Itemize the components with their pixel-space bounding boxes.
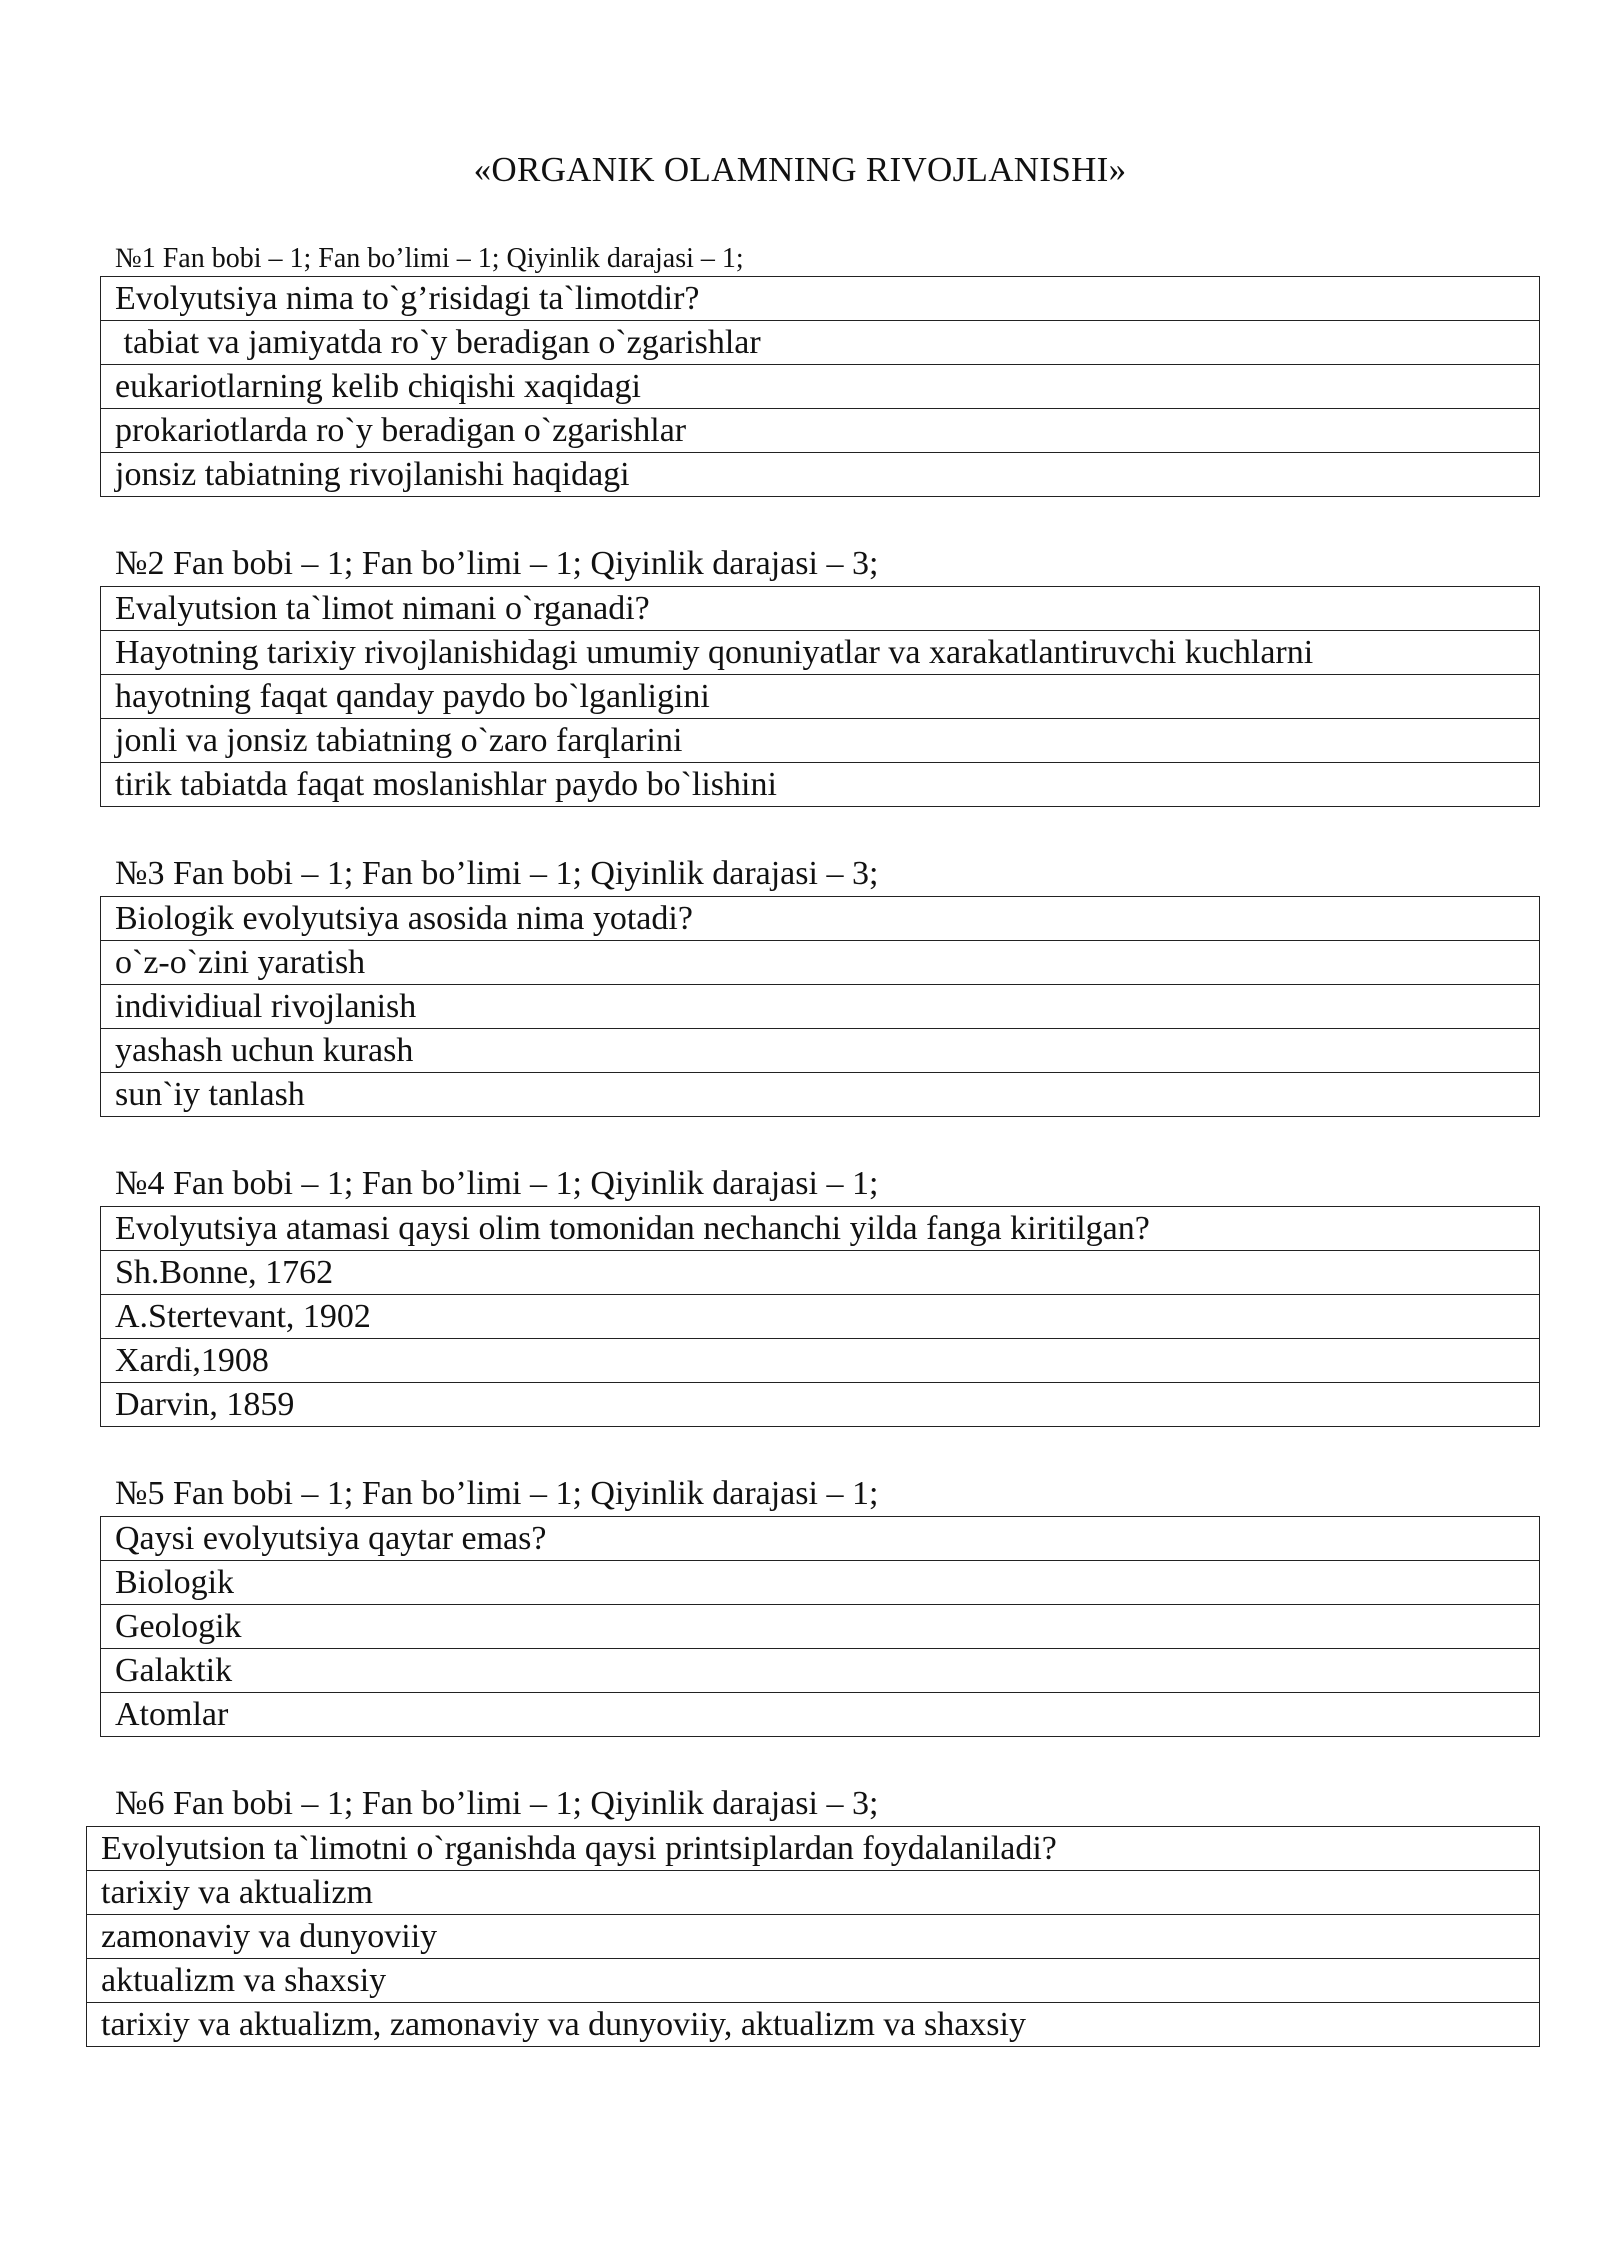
table-row	[101, 321, 1540, 365]
table-row	[101, 985, 1540, 1029]
answer-option: individiual rivojlanish	[101, 985, 1540, 1029]
table-row	[101, 587, 1540, 631]
answer-option: aktualizm va shaxsiy	[87, 1959, 1540, 2003]
table-row	[101, 1693, 1540, 1737]
answer-option: hayotning faqat qanday paydo bo`lganligini	[101, 675, 1540, 719]
table-row	[101, 897, 1540, 941]
question-text: Evolyutsiya atamasi qaysi olim tomonidan nechanchi yilda fanga kiritilgan?	[101, 1207, 1540, 1251]
table-row	[101, 1295, 1540, 1339]
table-row	[101, 1561, 1540, 1605]
question-block-4	[100, 1162, 1540, 1427]
document-title: «ORGANIK OLAMNING RIVOJLANISHI»	[473, 150, 1127, 189]
question-table	[100, 276, 1540, 497]
table-row	[101, 941, 1540, 985]
table-row	[101, 1605, 1540, 1649]
question-table	[100, 1516, 1540, 1737]
answer-option: prokariotlarda ro`y beradigan o`zgarishlar	[101, 409, 1540, 453]
question-table	[100, 896, 1540, 1117]
question-table	[86, 1826, 1540, 2047]
answer-option: jonsiz tabiatning rivojlanishi haqidagi	[101, 453, 1540, 497]
question-heading: №5 Fan bobi – 1; Fan bo’limi – 1; Qiyinlik darajasi – 1;	[115, 1475, 879, 1512]
answer-option: Darvin, 1859	[101, 1383, 1540, 1427]
answer-option: jonli va jonsiz tabiatning o`zaro farqlarini	[101, 719, 1540, 763]
question-heading: №1 Fan bobi – 1; Fan bo’limi – 1; Qiyinlik darajasi – 1;	[115, 243, 744, 274]
question-table	[100, 1206, 1540, 1427]
question-text: Qaysi evolyutsiya qaytar emas?	[101, 1517, 1540, 1561]
question-text: Biologik evolyutsiya asosida nima yotadi?	[101, 897, 1540, 941]
question-heading: №4 Fan bobi – 1; Fan bo’limi – 1; Qiyinlik darajasi – 1;	[115, 1165, 879, 1202]
answer-option: tirik tabiatda faqat moslanishlar paydo bo`lishini	[101, 763, 1540, 807]
table-row	[101, 277, 1540, 321]
answer-option: zamonaviy va dunyoviiy	[87, 1915, 1540, 1959]
table-row	[101, 453, 1540, 497]
answer-option: Biologik	[101, 1561, 1540, 1605]
table-row	[101, 1207, 1540, 1251]
table-row	[101, 675, 1540, 719]
question-heading: №3 Fan bobi – 1; Fan bo’limi – 1; Qiyinlik darajasi – 3;	[115, 855, 879, 892]
table-row	[87, 1871, 1540, 1915]
answer-option: Geologik	[101, 1605, 1540, 1649]
answer-option: Xardi,1908	[101, 1339, 1540, 1383]
answer-option: Sh.Bonne, 1762	[101, 1251, 1540, 1295]
question-text: Evalyutsion ta`limot nimani o`rganadi?	[101, 587, 1540, 631]
table-row	[101, 1517, 1540, 1561]
table-row	[87, 1959, 1540, 2003]
answer-option: tarixiy va aktualizm	[87, 1871, 1540, 1915]
answer-option: Atomlar	[101, 1693, 1540, 1737]
question-heading: №6 Fan bobi – 1; Fan bo’limi – 1; Qiyinlik darajasi – 3;	[115, 1785, 879, 1822]
answer-option: eukariotlarning kelib chiqishi xaqidagi	[101, 365, 1540, 409]
question-block-1	[100, 242, 1540, 497]
question-block-3	[100, 852, 1540, 1117]
table-row	[101, 365, 1540, 409]
answer-option: tarixiy va aktualizm, zamonaviy va dunyoviiy, aktualizm va shaxsiy	[87, 2003, 1540, 2047]
table-row	[101, 409, 1540, 453]
answer-option: Galaktik	[101, 1649, 1540, 1693]
table-row	[101, 1649, 1540, 1693]
table-row	[101, 763, 1540, 807]
answer-option: Hayotning tarixiy rivojlanishidagi umumiy qonuniyatlar va xarakatlantiruvchi kuchlarni	[101, 631, 1540, 675]
table-row	[87, 1915, 1540, 1959]
question-block-5	[100, 1472, 1540, 1737]
question-text: Evolyutsion ta`limotni o`rganishda qaysi printsiplardan foydalaniladi?	[87, 1827, 1540, 1871]
question-block-2	[100, 542, 1540, 807]
table-row	[101, 631, 1540, 675]
answer-option: sun`iy tanlash	[101, 1073, 1540, 1117]
table-row	[101, 1251, 1540, 1295]
answer-option: A.Stertevant, 1902	[101, 1295, 1540, 1339]
table-row	[87, 1827, 1540, 1871]
table-row	[101, 1383, 1540, 1427]
table-row	[101, 1073, 1540, 1117]
answer-option: yashash uchun kurash	[101, 1029, 1540, 1073]
table-row	[87, 2003, 1540, 2047]
answer-option: tabiat va jamiyatda ro`y beradigan o`zgarishlar	[101, 321, 1540, 365]
question-block-6	[86, 1782, 1540, 2047]
question-heading: №2 Fan bobi – 1; Fan bo’limi – 1; Qiyinlik darajasi – 3;	[115, 545, 879, 582]
answer-option: o`z-o`zini yaratish	[101, 941, 1540, 985]
question-table	[100, 586, 1540, 807]
table-row	[101, 1339, 1540, 1383]
table-row	[101, 1029, 1540, 1073]
question-text: Evolyutsiya nima to`g’risidagi ta`limotdir?	[101, 277, 1540, 321]
table-row	[101, 719, 1540, 763]
